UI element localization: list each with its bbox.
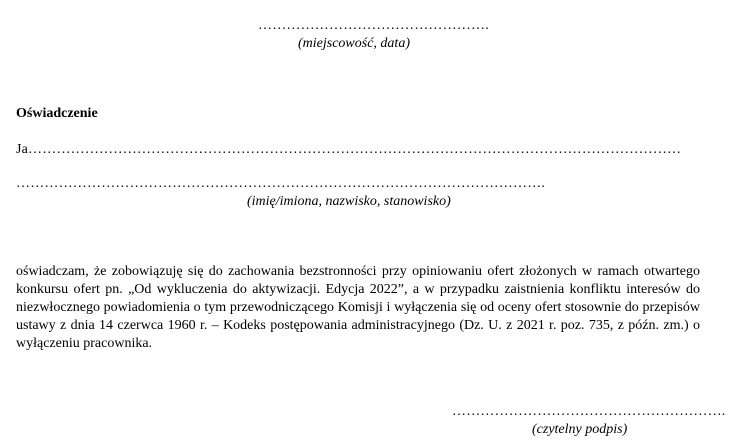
signature-caption: (czytelny podpis) — [532, 422, 628, 437]
declaration-body: oświadczam, że zobowiązuję się do zachowania bezstronności przy opiniowaniu ofert złożonych w ramach otwartego konkursu ofert pn. „Od wykluczenia do aktywizacji. Edycja 2022”, a w przypadku zaistnienia konfliktu interesów do niezwłocznego powiadomienia o tym przewodniczącego Komisji i wyłączenia się od oceny ofert stosownie do przepisów ustawy z dnia 14 czerwca 1960 r. – Kodeks postępowania administracyjnego (Dz. U. z 2021 r. poz. 735, z późn. zm.) o wyłączeniu pracownika. — [16, 264, 700, 351]
ja-line: Ja………………………………………………………………………………………………………………………… — [16, 142, 682, 157]
name-caption: (imię/imiona, nazwisko, stanowisko) — [247, 194, 451, 209]
document-title: Oświadczenie — [16, 106, 98, 121]
place-date-dots: …………………………………………. — [258, 18, 489, 33]
place-date-caption: (miejscowość, data) — [298, 36, 410, 51]
name-dots: …………………………………………………………………………………………………. — [16, 176, 546, 191]
signature-dots: …………………………………………………. — [452, 404, 726, 419]
